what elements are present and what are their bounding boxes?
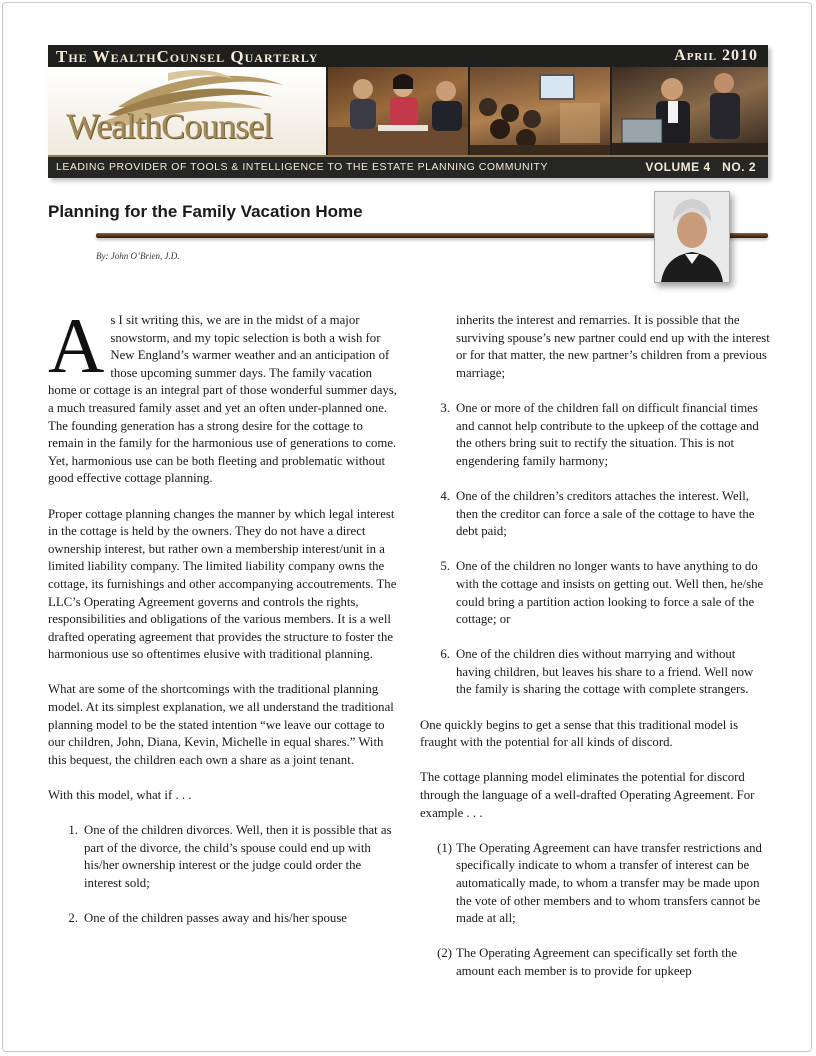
meeting-photo-art	[328, 67, 468, 155]
paragraph-shortcomings: What are some of the shortcomings with the traditional planning model. At its simplest explanation, we all understand the traditional planning model to be the stated intention “we leave our cottage to our children, John, Diana, Kevin, Michelle in equal shares.” With this bequest, the children each own a share as a joint tenant.	[48, 682, 394, 767]
drop-cap: A	[48, 302, 105, 389]
paragraph-llc: Proper cottage planning changes the manner by which legal interest in the cottage is held by the owners. They do not have a direct ownership interest, but rather own a membership interest/unit in a limited liability company. The limited liability company owns the cottage, its furnishings and other accompanying accoutrements. The LLC’s Operating Agreement governs and controls the rights, responsibilities and obligations of the various members. It is a well drafted operating agreement that provides the structure to foster the harmonious use so oftentimes elusive with traditional planning.	[48, 506, 397, 662]
masthead-image-band	[48, 67, 768, 155]
laptop-photo-art	[612, 67, 768, 155]
list-text: One or more of the children fall on difficult financial times and cannot help contribute to the upkeep of the cottage and the others bring suit to rectify the situation. This is not engendering family harmony;	[456, 400, 759, 468]
list-text: One of the children dies without marrying and without having children, but leaves his share to a friend. Well now the family is sharing the cottage with complete strangers.	[456, 647, 754, 697]
issue-date: April 2010	[674, 47, 758, 64]
list-text: The Operating Agreement can have transfer restrictions and specifically indicate to whom a transfer of interest can be automatically made, to whom a transfer may be made upon the vote of other members and to whom transfers cannot be made at all;	[456, 840, 762, 926]
article-title: Planning for the Family Vacation Home	[48, 202, 363, 221]
logo-panel	[48, 67, 326, 155]
list-number: 6.	[440, 647, 450, 662]
left-column	[48, 302, 400, 928]
list-item	[420, 400, 772, 470]
paragraph-cottage-model: The cottage planning model eliminates the potential for discord through the language of a well-drafted Operating Agreement. For example . . .	[420, 770, 755, 820]
list-item	[48, 910, 400, 928]
volume-number: VOLUME 4 NO. 2	[645, 160, 756, 174]
list-item	[420, 646, 772, 699]
list-number: 4.	[440, 488, 450, 503]
masthead-photo-laptop	[612, 67, 768, 155]
article-byline: By: John O’Brien, J.D.	[96, 251, 180, 261]
paragraph-discord: One quickly begins to get a sense that this traditional model is fraught with the potential for all kinds of discord.	[420, 717, 739, 750]
list-number: (1)	[437, 840, 452, 855]
masthead-bottom-bar	[48, 155, 768, 178]
masthead-photo-meeting	[328, 67, 468, 155]
list-text: One of the children passes away and his/her spouse	[84, 911, 347, 926]
list-text: One of the children’s creditors attaches the interest. Well, then the creditor can force a sale of the cottage to have the debt paid;	[456, 488, 755, 539]
newsletter-title: The WealthCounsel Quarterly	[56, 47, 319, 66]
presentation-photo-art	[470, 67, 610, 155]
list-text: One of the children divorces. Well, then it is possible that as part of the divorce, the child’s spouse could end up with his/her ownership interest or the judge could order the interest sold;	[84, 823, 392, 890]
intro-text: s I sit writing this, we are in the midst of a major snowstorm, and my topic selection is both a wish for New England’s warmer weather and an anticipation of those upcoming summer days. The family vacation home or cottage is an integral part of those wonderful summer days, a much treasured family asset and yet an often under-planned one. The founding generation has a strong desire for the cottage to remain in the family for the harmonious use of generations to come. Yet, harmonious use can be both fleeting and problematic without good effective cottage planning.	[48, 313, 397, 486]
list-text: The Operating Agreement can specifically set forth the amount each member is to provide for upkeep	[456, 946, 738, 978]
list-number: 5.	[440, 559, 450, 574]
list-item	[420, 488, 772, 541]
list-item	[420, 558, 772, 628]
list-number: 3.	[440, 400, 450, 415]
list-item	[420, 840, 772, 928]
right-column	[420, 312, 772, 981]
masthead-tagline: LEADING PROVIDER OF TOOLS & INTELLIGENCE TO THE ESTATE PLANNING COMMUNITY	[56, 161, 548, 173]
author-photo	[654, 191, 730, 283]
list-item	[48, 822, 400, 892]
list-text: One of the children no longer wants to have anything to do with the cottage and insists on getting out. Well then, he/she could bring a partition action looking to force a sale of the cottage; or	[456, 559, 764, 627]
list-text: inherits the interest and remarries. It is possible that the surviving spouse’s new partner could end up with the interest or for that matter, the new partner’s children from a previous marriage;	[456, 313, 770, 380]
masthead-top-bar	[48, 45, 768, 67]
list-item	[420, 945, 772, 980]
masthead	[48, 45, 768, 178]
wealthcounsel-logo: WealthCounsel	[66, 106, 273, 146]
masthead-photo-presentation	[470, 67, 610, 155]
list-item-continued	[420, 312, 772, 382]
intro-paragraph	[48, 302, 400, 488]
list-number: 1.	[68, 823, 78, 838]
list-number: (2)	[437, 946, 452, 961]
paragraph-what-if: With this model, what if . . .	[48, 788, 192, 803]
list-number: 2.	[68, 911, 78, 926]
author-photo-art	[655, 192, 729, 282]
